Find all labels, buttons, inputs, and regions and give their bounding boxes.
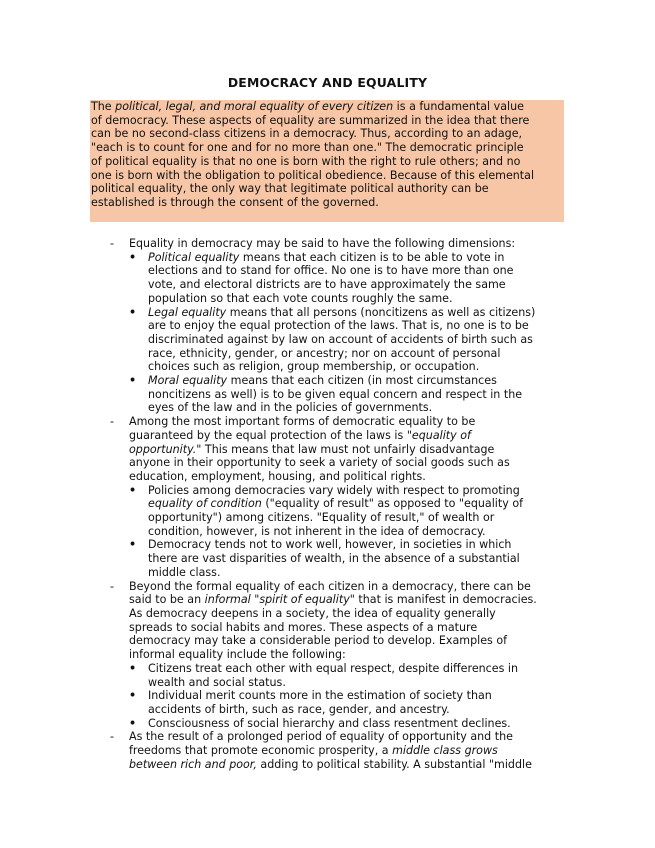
text-line (129, 415, 570, 429)
intro-callout (90, 100, 564, 222)
text-segment: established is through the consent of the governed. (91, 195, 379, 209)
text-line (91, 155, 563, 169)
text-segment: population so that each vote counts roughly the same. (148, 291, 453, 305)
text-line (148, 374, 570, 388)
text-segment: means that each citizen is to be able to vote in (239, 250, 505, 264)
bullet-marker: • (129, 374, 137, 388)
text-segment: Beyond the formal equality of each citizen in a democracy, there can be (129, 579, 531, 593)
text-segment: As democracy deepens in a society, the idea of equality generally (129, 606, 496, 620)
text-line (148, 497, 570, 511)
text-segment: Individual merit counts more in the estimation of society than (148, 689, 492, 703)
text-segment: eyes of the law and in the policies of governments. (148, 401, 433, 415)
bullet-marker: • (129, 250, 137, 264)
text-segment: noncitizens as well) is to be given equal concern and respect in the (148, 387, 523, 401)
text-line (129, 456, 570, 470)
equality-list (110, 237, 570, 771)
text-segment: said to be an (129, 593, 205, 607)
dash-marker: - (110, 579, 115, 593)
text-segment: vote, and electoral districts are to have approximately the same (148, 278, 506, 292)
text-line (91, 141, 563, 155)
sub-list-item (129, 538, 570, 579)
text-line (129, 470, 570, 484)
text-line (148, 703, 570, 717)
text-line (148, 278, 570, 292)
text-segment: can be no second-class citizens in a democracy. Thus, according to an adage, (91, 127, 523, 141)
text-line (148, 662, 570, 676)
emphasis-text: opportunity." (129, 442, 202, 456)
text-line (148, 360, 570, 374)
text-segment: discriminated against by law on account of accidents of birth such as (148, 332, 533, 346)
text-line (129, 237, 570, 251)
text-line (91, 169, 563, 183)
list-item (110, 415, 570, 579)
text-segment: As the result of a prolonged period of equality of opportunity and the (129, 730, 513, 744)
text-line (148, 319, 570, 333)
intro-paragraph (91, 100, 563, 210)
text-line (148, 717, 570, 731)
text-line (129, 730, 570, 744)
text-line (91, 196, 563, 210)
text-segment: informal equality include the following: (129, 648, 346, 662)
text-line (129, 744, 570, 758)
text-segment: choices such as religion, group membership, or occupation. (148, 360, 480, 374)
sub-list-item (129, 484, 570, 539)
list-item (110, 580, 570, 731)
text-segment: Equality in democracy may be said to have the following dimensions: (129, 237, 516, 250)
text-line (148, 306, 570, 320)
text-line (148, 676, 570, 690)
bullet-marker: • (129, 305, 137, 319)
text-segment: opportunity") among citizens. "Equality of result," of wealth or (148, 511, 495, 525)
list-item (110, 237, 570, 415)
bullet-marker: • (129, 716, 137, 730)
text-segment: education, employment, housing, and political rights. (129, 469, 426, 483)
emphasis-text: Legal equality (148, 305, 227, 319)
text-line (129, 621, 570, 635)
text-line (91, 114, 563, 128)
text-line (148, 401, 570, 415)
text-segment: accidents of birth, such as race, gender, and ancestry. (148, 702, 450, 716)
text-segment: race, ethnicity, gender, or ancestry; nor on account of personal (148, 346, 501, 360)
bullet-marker: • (129, 483, 137, 497)
text-line (129, 580, 570, 594)
text-line (91, 100, 563, 114)
text-line (129, 648, 570, 662)
sub-list-item (129, 306, 570, 375)
dash-marker: - (110, 730, 115, 744)
text-line (148, 552, 570, 566)
bullet-marker: • (129, 689, 137, 703)
text-line (148, 347, 570, 361)
text-line (129, 607, 570, 621)
text-line (148, 511, 570, 525)
text-segment: freedoms that promote economic prosperity, a (129, 744, 393, 758)
text-segment: Among the most important forms of democratic equality to be (129, 415, 476, 429)
emphasis-text: middle class grows (392, 744, 498, 758)
sub-list-item (129, 689, 570, 716)
text-segment: This means that law must not unfairly disadvantage (201, 442, 495, 456)
text-line (148, 333, 570, 347)
text-segment: elections and to stand for office. No one is to have more than one (148, 264, 514, 278)
emphasis-text: "equality of (406, 428, 471, 442)
text-line (148, 264, 570, 278)
text-segment: Consciousness of social hierarchy and class resentment declines. (148, 716, 511, 730)
text-segment: Citizens treat each other with equal respect, despite differences in (148, 661, 519, 675)
sub-list-item (129, 662, 570, 689)
text-line (129, 429, 570, 443)
emphasis-text: Political equality (148, 250, 240, 264)
text-line (91, 182, 563, 196)
text-segment: democracy may take a considerable period to develop. Examples of (129, 634, 508, 648)
text-segment: spreads to social habits and mores. These aspects of a mature (129, 620, 478, 634)
text-segment: of political equality is that no one is born with the right to rule others; and no (91, 154, 521, 168)
text-segment: political equality, the only way that legitimate political authority can be (91, 182, 489, 196)
list-item (110, 730, 570, 771)
text-line (148, 538, 570, 552)
text-segment: anyone in their opportunity to seek a variety of social goods such as (129, 456, 510, 470)
text-line (148, 292, 570, 306)
text-segment: that is manifest in democracies. (354, 593, 537, 607)
dash-marker: - (110, 415, 115, 429)
text-line (91, 127, 563, 141)
emphasis-text: between rich and poor, (129, 757, 257, 771)
text-segment: of democracy. These aspects of equality are summarized in the idea that there (91, 113, 530, 127)
text-segment: Policies among democracies vary widely with respect to promoting (148, 483, 520, 497)
text-segment: middle class. (148, 565, 221, 579)
text-segment: condition, however, is not inherent in the idea of democracy. (148, 524, 486, 538)
text-line (129, 634, 570, 648)
emphasis-text: Moral equality (148, 374, 228, 388)
sub-list-item (129, 374, 570, 415)
emphasis-text: equality of condition (148, 497, 262, 511)
text-line (129, 758, 570, 772)
emphasis-text: political, legal, and moral equality of every citizen (115, 100, 394, 113)
bullet-marker: • (129, 661, 137, 675)
text-segment: are to enjoy the equal protection of the laws. That is, no one is to be (148, 319, 529, 333)
text-segment: Democracy tends not to work well, however, in societies in which (148, 538, 512, 552)
text-line (148, 566, 570, 580)
dash-marker: - (110, 237, 115, 250)
text-line (148, 251, 570, 265)
text-segment: ("equality of result" as opposed to "equality of (261, 497, 524, 511)
text-segment: "each is to count for one and for no more than one." The democratic principle (91, 141, 524, 155)
text-line (129, 593, 570, 607)
document-title: DEMOCRACY AND EQUALITY (227, 75, 428, 90)
text-line (148, 689, 570, 703)
text-segment: guaranteed by the equal protection of the laws is (129, 428, 407, 442)
emphasis-text: informal "spirit of equality" (204, 593, 355, 607)
text-segment: one is born with the obligation to political obedience. Because of this elemental (91, 168, 535, 182)
text-segment: The (91, 100, 116, 113)
text-segment: there are vast disparities of wealth, in the absence of a substantial (148, 552, 520, 566)
sub-list-item (129, 717, 570, 731)
text-segment: means that each citizen (in most circumstances (227, 374, 497, 388)
text-line (148, 484, 570, 498)
text-segment: adding to political stability. A substantial "middle (256, 757, 532, 771)
text-line (148, 388, 570, 402)
bullet-marker: • (129, 538, 137, 552)
text-segment: means that all persons (noncitizens as well as citizens) (226, 305, 536, 319)
text-line (148, 525, 570, 539)
text-segment: wealth and social status. (148, 675, 286, 689)
text-segment: is a fundamental value (393, 100, 524, 113)
sub-list-item (129, 251, 570, 306)
text-line (129, 443, 570, 457)
